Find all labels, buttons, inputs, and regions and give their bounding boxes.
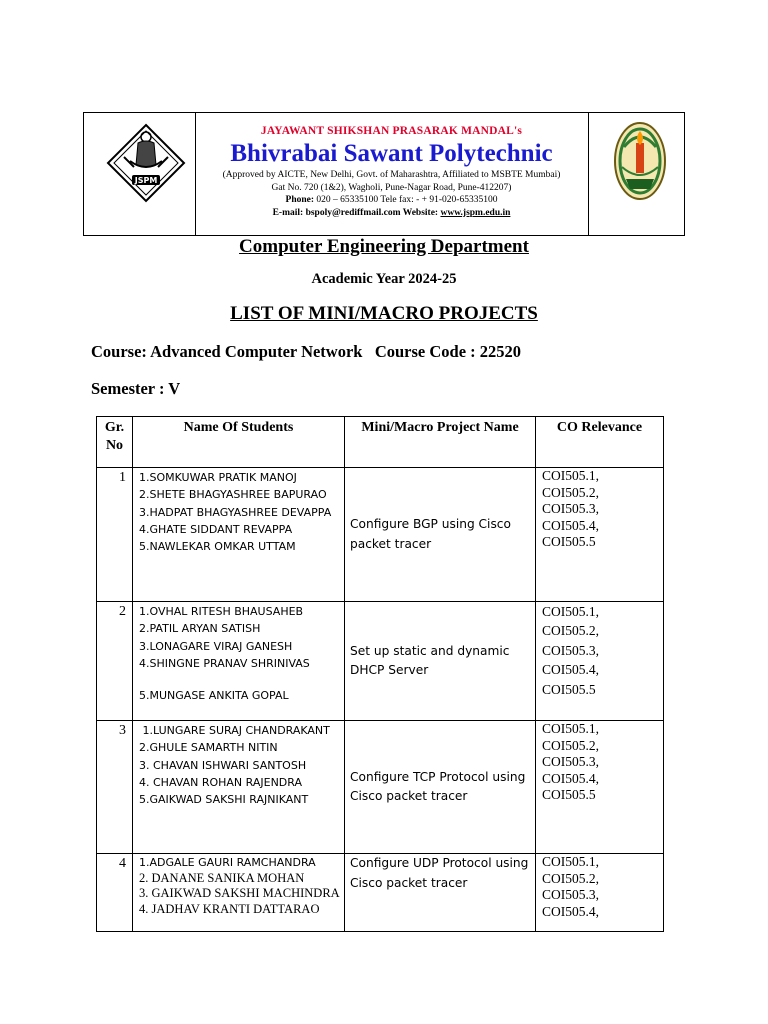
co-item: COI505.2,	[542, 737, 599, 753]
student-name: 3.HADPAT BHAGYASHREE DEVAPPA	[139, 505, 332, 519]
phone-line	[196, 194, 587, 207]
student-name: 4.GHATE SIDDANT REVAPPA	[139, 522, 293, 536]
semester-line: Semester : V	[91, 379, 181, 398]
course-line	[91, 342, 521, 362]
jspm-logo	[104, 121, 188, 205]
academic-year: Academic Year 2024-25	[311, 271, 457, 287]
header-group-no: Gr. No	[97, 417, 133, 468]
organization-name: JAYAWANT SHIKSHAN PRASARAK MANDAL's	[260, 125, 523, 137]
table-row	[97, 468, 664, 602]
project-name: Configure TCP Protocol using Cisco packet tracer	[345, 721, 536, 854]
student-name: 3. GAIKWAD SAKSHI MACHINDRA	[139, 886, 340, 900]
address-line: Gat No. 720 (1&2), Wagholi, Pune-Nagar Road, Pune-412207)	[271, 182, 512, 193]
student-name: 4. JADHAV KRANTI DATTARAO	[139, 901, 320, 916]
co-item: COI505.2,	[542, 870, 599, 886]
student-name: 3. CHAVAN ISHWARI SANTOSH	[139, 758, 307, 772]
letterhead-text	[196, 113, 587, 219]
table-row	[97, 721, 664, 854]
co-item: COI505.4,	[542, 770, 599, 786]
header-student-names: Name Of Students	[133, 417, 345, 468]
co-item: COI505.5	[542, 534, 596, 549]
project-name: Configure BGP using Cisco packet tracer	[345, 468, 536, 602]
header-project-name: Mini/Macro Project Name	[345, 417, 536, 468]
co-relevance	[536, 721, 664, 854]
co-item: COI505.3,	[542, 754, 599, 769]
phone-label: Phone:	[285, 195, 315, 205]
student-name: 4. CHAVAN ROHAN RAJENDRA	[139, 775, 302, 789]
co-item: COI505.3,	[542, 501, 599, 516]
co-item: COI505.1,	[542, 854, 599, 869]
department-title: Computer Engineering Department	[239, 236, 529, 257]
project-name: Configure UDP Protocol using Cisco packet tracer	[345, 854, 536, 932]
phone-value: 020 – 65335100 Tele fax: - + 91-020-65335100	[316, 195, 498, 205]
student-names	[133, 854, 345, 932]
email-value: bspoly@rediffmail.com	[305, 207, 401, 218]
project-name: Set up static and dynamic DHCP Server	[345, 602, 536, 721]
co-item: COI505.1,	[542, 468, 599, 483]
co-relevance	[536, 602, 664, 721]
college-name: Bhivrabai Sawant Polytechnic	[230, 140, 553, 167]
student-name: 2.SHETE BHAGYASHREE BAPURAO	[139, 488, 327, 502]
spacer	[139, 672, 340, 687]
projects-table	[96, 416, 664, 932]
approval-line: (Approved by AICTE, New Delhi, Govt. of Maharashtra, Affiliated to MSBTE Mumbai)	[222, 170, 561, 180]
table-row	[97, 854, 664, 932]
co-relevance	[536, 468, 664, 602]
student-names	[133, 468, 345, 602]
student-name: 1.ADGALE GAURI RAMCHANDRA	[139, 856, 316, 869]
student-name: 2. DANANE SANIKA MOHAN	[139, 870, 305, 885]
header-co-relevance: CO Relevance	[536, 417, 664, 468]
group-number: 2	[97, 602, 133, 721]
letterhead	[83, 112, 685, 236]
course-line-text: Course: Advanced Computer Network Course Code : 22520	[91, 342, 522, 361]
co-item: COI505.4,	[542, 903, 599, 919]
co-item: COI505.3,	[542, 887, 599, 902]
student-names	[133, 602, 345, 721]
student-name: 1.SOMKUWAR PRATIK MANOJ	[139, 471, 297, 484]
jspm-logo-text: JSPM	[134, 176, 158, 185]
co-item: COI505.2,	[542, 484, 599, 500]
student-names	[133, 721, 345, 854]
polytechnic-emblem	[612, 117, 668, 205]
list-title: LIST OF MINI/MACRO PROJECTS	[230, 303, 538, 324]
group-number: 3	[97, 721, 133, 854]
co-item: COI505.2,	[542, 623, 599, 639]
co-item: COI505.1,	[542, 604, 599, 619]
website-label: Website:	[402, 207, 439, 218]
student-name: 5.GAIKWAD SAKSHI RAJNIKANT	[139, 793, 309, 807]
co-item: COI505.5	[542, 681, 596, 697]
letterhead-divider-right	[588, 113, 589, 235]
co-item: COI505.1,	[542, 721, 599, 736]
co-relevance	[536, 854, 664, 932]
student-name: 4.SHINGNE PRANAV SHRINIVAS	[139, 656, 310, 670]
group-number: 4	[97, 854, 133, 932]
student-name: 2.GHULE SAMARTH NITIN	[139, 741, 278, 755]
student-name: 3.LONAGARE VIRAJ GANESH	[139, 639, 293, 653]
student-name: 5.MUNGASE ANKITA GOPAL	[139, 689, 289, 703]
student-name: 1.LUNGARE SURAJ CHANDRAKANT	[139, 724, 330, 737]
group-number: 1	[97, 468, 133, 602]
student-name: 2.PATIL ARYAN SATISH	[139, 622, 261, 636]
co-item: COI505.3,	[542, 642, 599, 658]
co-item: COI505.4,	[542, 517, 599, 533]
email-label: E-mail:	[272, 207, 304, 218]
student-name: 5.NAWLEKAR OMKAR UTTAM	[139, 540, 296, 554]
student-name: 1.OVHAL RITESH BHAUSAHEB	[139, 605, 304, 618]
co-item: COI505.4,	[542, 662, 599, 678]
table-row	[97, 602, 664, 721]
co-item: COI505.5	[542, 787, 596, 802]
contact-line	[196, 207, 587, 220]
website-link[interactable]: www.jspm.edu.in	[440, 207, 511, 218]
table-header-row	[97, 417, 664, 468]
